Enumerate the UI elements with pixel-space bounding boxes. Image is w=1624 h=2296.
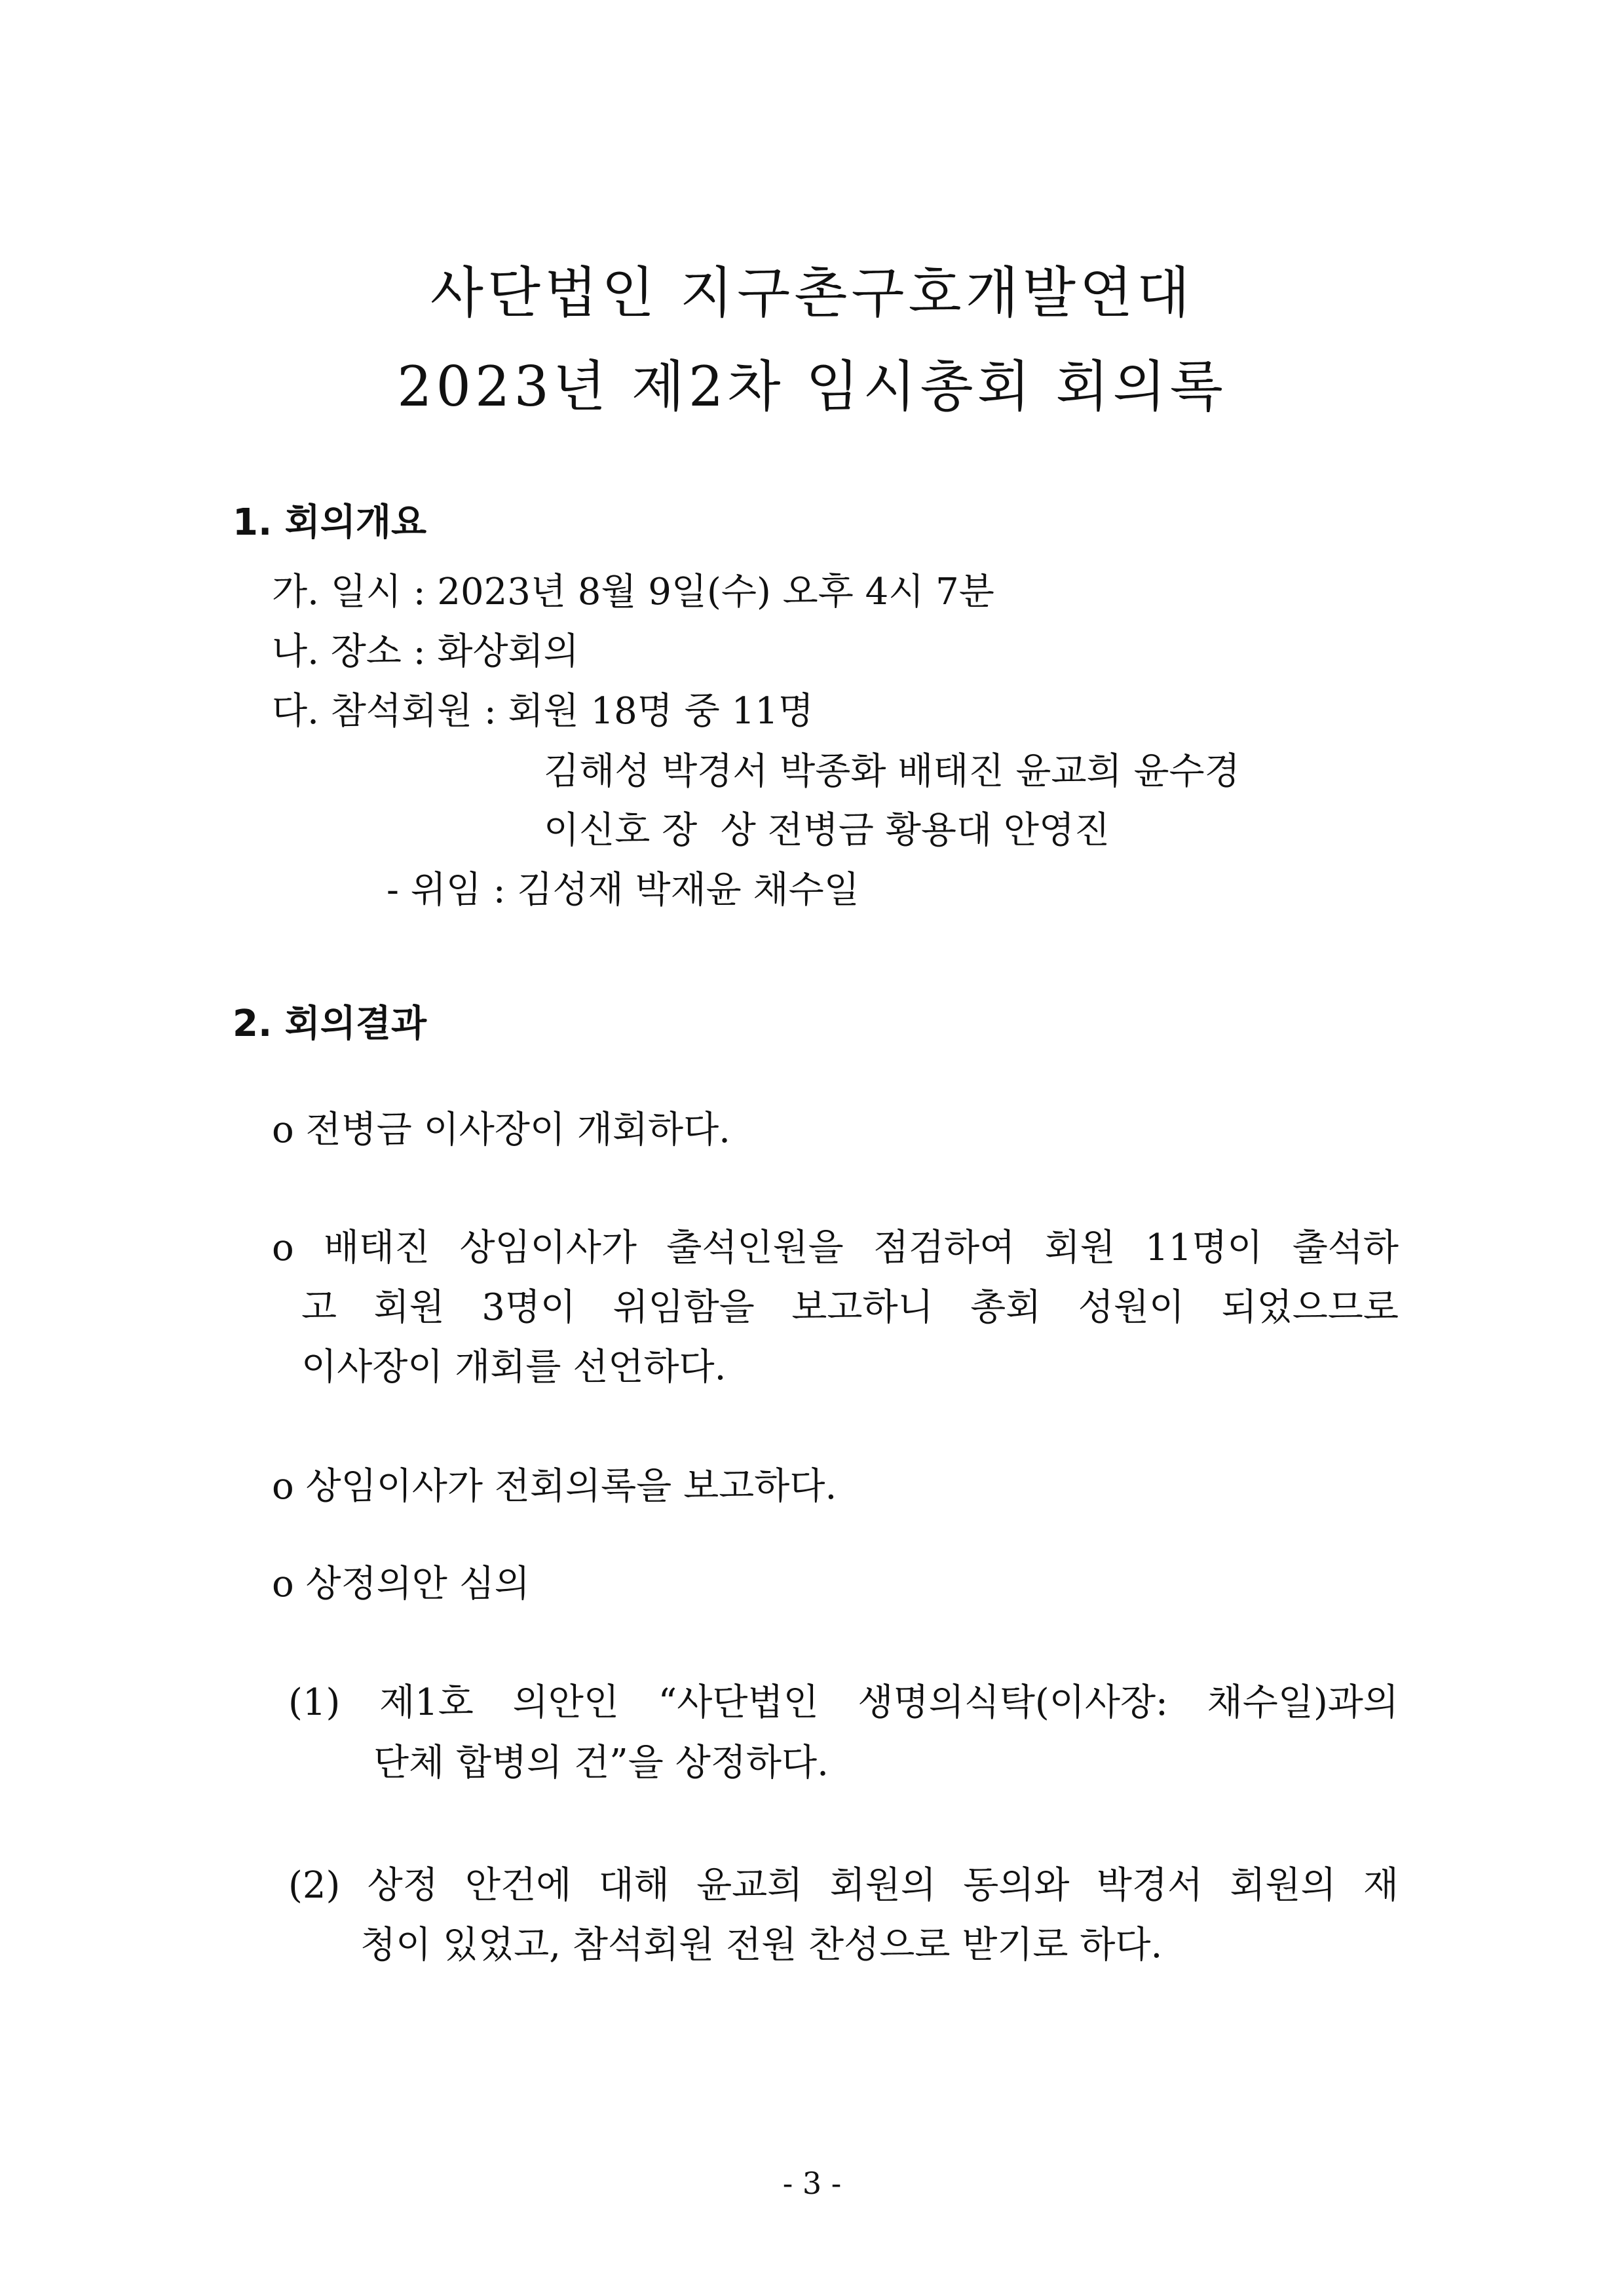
result-item-quorum-line-3: 이사장이 개회를 선언하다. (301, 1346, 727, 1388)
result-item-quorum-line-2: 고 회원 3명이 위임함을 보고하니 총회 성원이 되었으므로 (301, 1286, 1399, 1329)
attendees-list-line-1: 김해성 박경서 박종화 배태진 윤교희 윤수경 (544, 750, 1240, 793)
document-title-line-2: 2023년 제2차 임시총회 회의록 (397, 354, 1227, 419)
meeting-place: 나. 장소 : 화상회의 (272, 630, 579, 673)
result-item-quorum-line-1: o 배태진 상임이사가 출석인원을 점검하여 회원 11명이 출석하 (272, 1227, 1399, 1269)
section-heading-meeting-results: 2. 회의결과 (233, 1003, 427, 1045)
agenda-2-line-1: (2) 상정 안건에 대해 윤교희 회원의 동의와 박경서 회원의 재 (288, 1864, 1399, 1907)
attendees-label: 다. 참석회원 : 회원 18명 중 11명 (272, 690, 814, 733)
agenda-2-line-2: 청이 있었고, 참석회원 전원 찬성으로 받기로 하다. (360, 1924, 1163, 1966)
page-number: - 3 - (782, 2166, 842, 2201)
proxy-members: - 위임 : 김성재 박재윤 채수일 (387, 869, 859, 911)
meeting-datetime: 가. 일시 : 2023년 8월 9일(수) 오후 4시 7분 (272, 571, 994, 613)
result-item-agenda-review: o 상정의안 심의 (272, 1563, 530, 1605)
result-item-opening: o 전병금 이사장이 개회하다. (272, 1109, 730, 1151)
agenda-1-line-2: 단체 합병의 건”을 상정하다. (373, 1742, 829, 1784)
attendees-list-line-2: 이신호 장 상 전병금 황용대 안영진 (544, 809, 1110, 852)
document-title-line-1: 사단법인 지구촌구호개발연대 (430, 261, 1194, 325)
agenda-1-line-1: (1) 제1호 의안인 “사단법인 생명의식탁(이사장: 채수일)과의 (288, 1681, 1399, 1724)
section-heading-meeting-overview: 1. 회의개요 (233, 501, 427, 544)
result-item-minutes-report: o 상임이사가 전회의록을 보고하다. (272, 1465, 837, 1508)
